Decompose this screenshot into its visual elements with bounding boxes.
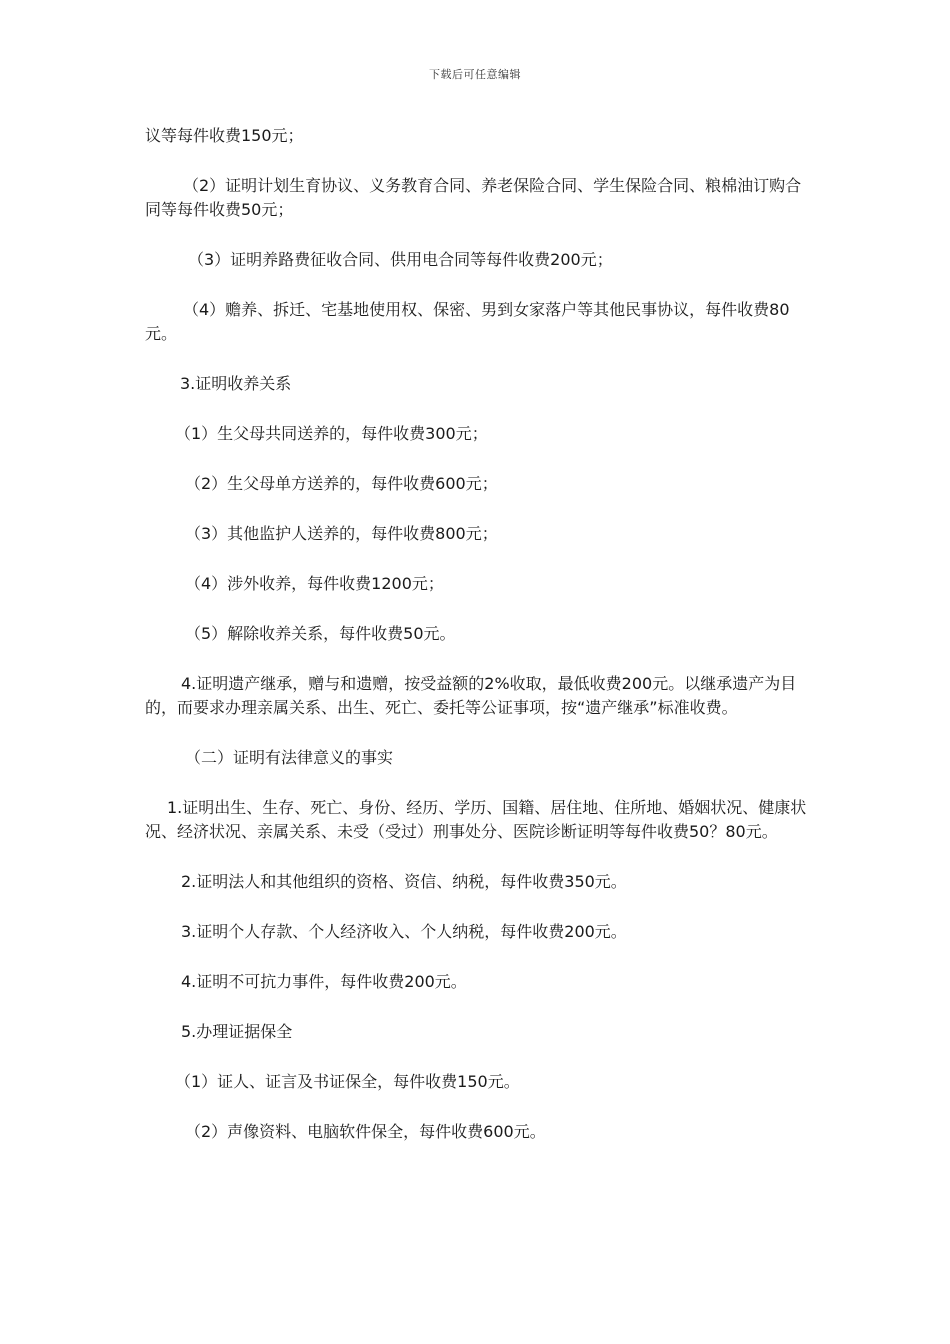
section-heading-inheritance: 4.证明遗产继承，赠与和遗赠，按受益额的2%收取，最低收费200元。以继承遗产为目的，而要求办理亲属关系、出生、死亡、委托等公证事项，按“遗产继承”标准收费。 [145,674,797,717]
evidence-item-1: （1）证人、证言及书证保全，每件收费150元。 [175,1072,520,1091]
legal-facts-item-4: 4.证明不可抗力事件，每件收费200元。 [181,972,467,991]
paragraph-item-3: （3）证明养路费征收合同、供用电合同等每件收费200元； [188,250,613,269]
adoption-item-3: （3）其他监护人送养的，每件收费800元； [185,524,498,543]
adoption-item-2: （2）生父母单方送养的，每件收费600元； [185,474,498,493]
paragraph-item-2: （2）证明计划生育协议、义务教育合同、养老保险合同、学生保险合同、粮棉油订购合同等每件收费50元； [145,176,802,219]
section-heading-adoption: 3.证明收养关系 [180,374,292,393]
legal-facts-item-3: 3.证明个人存款、个人经济收入、个人纳税，每件收费200元。 [181,922,627,941]
adoption-item-1: （1）生父母共同送养的，每件收费300元； [175,424,488,443]
section-heading-evidence: 5.办理证据保全 [181,1022,293,1041]
evidence-item-2: （2）声像资料、电脑软件保全，每件收费600元。 [185,1122,546,1141]
paragraph-continuation: 议等每件收费150元； [145,126,304,145]
paragraph-item-4: （4）赡养、拆迁、宅基地使用权、保密、男到女家落户等其他民事协议，每件收费80元。 [145,300,790,343]
legal-facts-item-2: 2.证明法人和其他组织的资格、资信、纳税，每件收费350元。 [181,872,627,891]
section-heading-legal-facts: （二）证明有法律意义的事实 [185,748,394,767]
adoption-item-5: （5）解除收养关系，每件收费50元。 [185,624,456,643]
legal-facts-item-1: 1.证明出生、生存、死亡、身份、经历、学历、国籍、居住地、住所地、婚姻状况、健康状况、经济状况、亲属关系、未受（受过）刑事处分、医院诊断证明等每件收费50？80元。 [145,798,807,841]
page-header: 下载后可任意编辑 [429,68,521,81]
adoption-item-4: （4）涉外收养，每件收费1200元； [185,574,444,593]
document-body [145,124,811,1170]
